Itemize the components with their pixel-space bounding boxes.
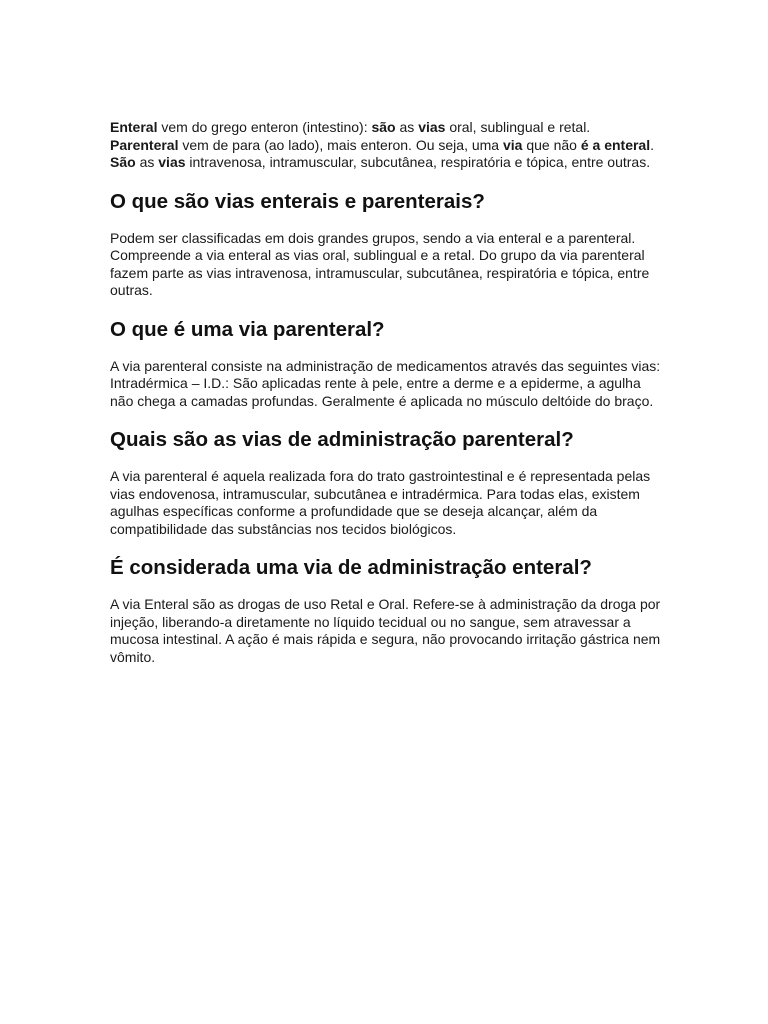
document-page xyxy=(110,119,662,684)
section-paragraph: A via parenteral é aquela realizada fora do trato gastrointestinal e é representada pelas vias endovenosa, intramuscular, subcutânea e intradérmica. Para todas elas, existem agulhas específicas conforme a profundidade que se deseja alcançar, além da compatibilidade das substâncias nos tecidos biológicos. xyxy=(110,468,651,537)
section-heading: O que é uma via parenteral? xyxy=(110,317,385,341)
section-heading: O que são vias enterais e parenterais? xyxy=(110,189,485,213)
intro-term: é a enteral xyxy=(580,136,651,153)
section-heading: É considerada uma via de administração enteral? xyxy=(110,556,592,579)
section-paragraph: Podem ser classificadas em dois grandes grupos, sendo a via enteral e a parenteral. Compreende a via enteral as vias oral, sublingual e a retal. Do grupo da via parenteral fazem parte as vias intravenosa, intramuscular, subcutânea, respiratória e tópica, entre outras. xyxy=(110,229,650,298)
section-paragraph: A via parenteral consiste na administração de medicamentos através das seguintes vias: Intradérmica – I.D.: São aplicadas rente à pele, entre a derme e a epiderme, a agulha não chega a camadas profundas. Geralmente é aplicada no músculo deltóide do braço. xyxy=(110,357,661,409)
intro-term: são xyxy=(371,119,396,135)
section-vias-administracao-parenteral xyxy=(110,428,662,538)
intro-paragraph xyxy=(110,119,662,172)
intro-term: Parenteral xyxy=(110,136,179,153)
intro-text: as xyxy=(135,154,159,170)
intro-text: vem do grego enteron (intestino): xyxy=(157,119,372,135)
section-via-parenteral xyxy=(110,318,662,411)
intro-term: vias xyxy=(418,119,446,135)
section-paragraph: A via Enteral são as drogas de uso Retal e Oral. Refere-se à administração da droga por injeção, liberando-a diretamente no líquido tecidual ou no sangue, sem atravessar a mucosa intestinal. A ação é mais rápida e segura, não provocando irritação gástrica nem vômito. xyxy=(110,596,661,665)
intro-text: vem de para (ao lado), mais enteron. Ou seja, uma xyxy=(178,136,503,153)
intro-term: via xyxy=(502,136,523,153)
intro-text: as xyxy=(395,119,419,135)
section-via-enteral xyxy=(110,556,662,666)
intro-term: São xyxy=(110,154,136,170)
intro-term: Enteral xyxy=(110,119,158,135)
intro-text: . xyxy=(650,136,654,153)
intro-term: vias xyxy=(158,154,186,170)
intro-text: oral, sublingual e retal. xyxy=(445,119,591,135)
intro-text: intravenosa, intramuscular, subcutânea, respiratória e tópica, entre outras. xyxy=(185,154,651,170)
section-heading: Quais são as vias de administração parenteral? xyxy=(110,428,574,451)
intro-text: que não xyxy=(522,136,581,153)
section-enterais-parenterais xyxy=(110,190,662,300)
